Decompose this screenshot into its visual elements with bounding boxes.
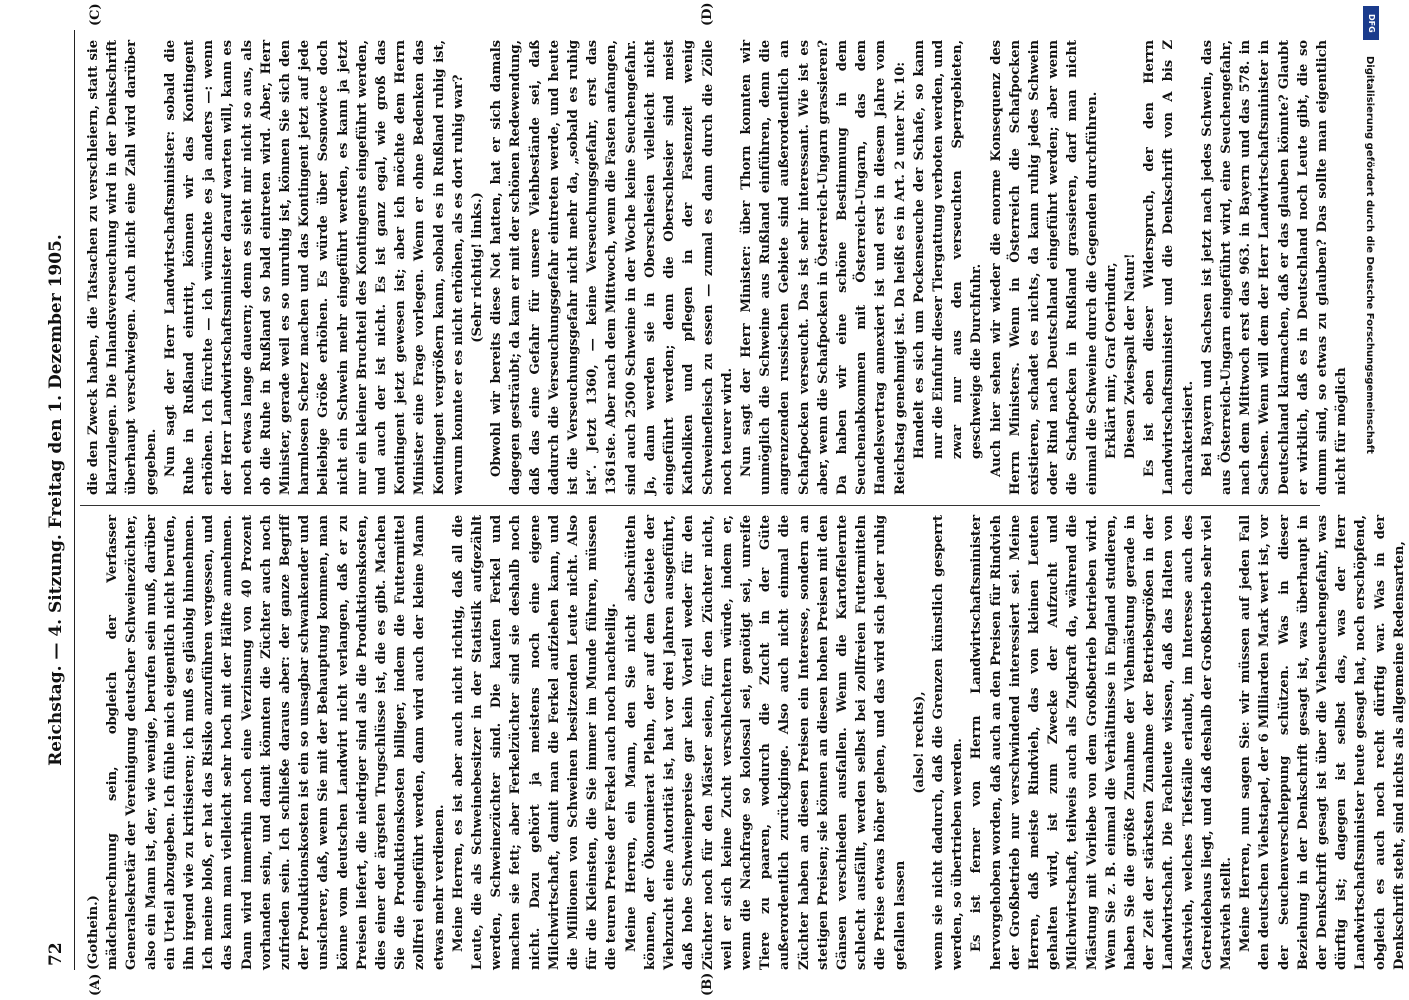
interjection: (Sehr richtig! links.) xyxy=(470,192,486,343)
right-paragraph: Auch hier sehen wir wieder die enorme Konsequenz des Herrn Ministers. Wenn in Österreich die Schafpocken existieren, schadet es nichts, da kann ruhig jedes Schwein oder Rind nach Deutschland eingeführt werden; aber wenn die Schafpocken in Rußland grassieren, darf man nicht einmal die Schweine durch die Gegenden durchführen. xyxy=(988,40,1100,495)
interjection: (also! rechts), xyxy=(911,691,927,794)
left-paragraph: mädchenrechnung sein, obgleich der Verfasser Generalsekretär der Vereinigung deutscher Schweinezüchter, also ein Mann ist, der, wie wenige, berufen sein muß, darüber ein Urteil abzugeben. Ich fühle mich eigentlich nicht berufen, ihn irgend wie zu kritisieren; ich muß es gläubig hinnehmen. Ich meine bloß, er hat das Risiko anzuführen vergessen, und das kann man vielleicht sehr hoch mit der Hälfte annehmen. Dann wird immerhin noch eine Verzinsung von 40 Prozent vorhanden sein, und damit könnten die Züchter auch noch zufrieden sein. Ich schließe daraus aber: der ganze Begriff der Produktionskosten ist ein so unsagbar schwankender und unsicherer, daß, wenn Sie mit der Behauptung kommen, man könne vom deutschen Landwirt nicht verlangen, daß er zu Preisen liefert, die niedriger sind als die Produktionskosten, dies einer der ärgsten Trugschlüsse ist, die es gibt. Machen Sie die Produktionskosten billiger, indem die Futtermittel zollfrei eingeführt werden, dann wird auch der kleine Mann etwas mehr verdienen. xyxy=(105,515,447,970)
quotation: Handelt es sich um Pockenseuche der Schafe, so kann nur die Einfuhr dieser Tiergattung verboten werden, und zwar nur aus den verseuchten Sperrgebieten, geschweige die Durchfuhr. xyxy=(911,40,985,459)
right-paragraph: Nun sagt der Herr Minister: über Thorn konnten wir unmöglich die Schweine aus Rußland einführen, denn die angrenzenden russischen Gebiete sind außerordentlich an Schafpocken verseucht. Das ist sehr interessant. Wie ist es aber, wenn die Schafpocken in Österreich-Ungarn grassieren? Da haben wir eine schöne Bestimmung in dem Seuchenabkommen mit Österreich-Ungarn, das dem Handelsvertrag annexiert ist und erst in diesem Jahre vom Reichstag genehmigt ist. Da heißt es in Art. 2 unter Nr. 10: xyxy=(738,40,908,495)
verse-line: Erklärt mir, Graf Oerindur, xyxy=(1103,262,1119,459)
verse-line: Diesen Zwiespalt der Natur! xyxy=(1122,253,1138,459)
margin-marker-a: (A) xyxy=(88,973,103,996)
column-divider xyxy=(80,505,1320,506)
left-paragraph: Meine Herren, nun sagen Sie: wir müssen auf jeden Fall den deutschen Viehstapel, der 6 Milliarden Mark wert ist, vor der Seuchenverschleppung schützen. Was in dieser Beziehung in der Denkschrift gesagt ist, was überhaupt in der Denkschrift gesagt ist über die Viehseuchengefahr, was dürftig ist; dagegen ist selbst das, was der Herr Landwirtschaftsminister heute gesagt hat, noch erschöpfend, obgleich es auch noch recht dürftig war. Was in der Denkschrift steht, sind nichts als allgemeine Redensarten, xyxy=(1238,515,1407,970)
margin-marker-b: (B) xyxy=(700,972,715,996)
page-title: Reichstag. — 4. Sitzung. Freitag den 1. Dezember 1905. xyxy=(46,234,66,766)
right-paragraph: Obwohl wir bereits diese Not hatten, hat er sich damals dagegen gesträubt; da kam er mit der schönen Redewendung, daß das eine Gefahr für unsere Viehbestände sei, daß dadurch die Verseuchungsgefahr eintreten werde, und heute ist die Verseuchungsgefahr nicht mehr da, „sobald es ruhig ist“. Jetzt 1360, — keine Verseuchungsgefahr, erst das 1361ste. Aber nach dem Mittwoch, wenn die Fasten anfangen, sind auch 2500 Schweine in der Woche keine Seuchengefahr. Ja, dann werden sie in Oberschlesien vielleicht nicht eingeführt werden; denn die Oberschlesier sind meist Katholiken und pflegen in der Fastenzeit wenig Schweinefleisch zu essen — zumal es dann durch die Zölle noch teurer wird. xyxy=(489,40,735,495)
right-paragraph: die den Zweck haben, die Tatsachen zu verschleiern, statt sie klarzulegen. Die Inlandsverseuchung wird in der Denkschrift überhaupt verschwiegen. Auch nicht eine Zahl wird darüber gegeben. xyxy=(86,40,159,495)
left-paragraph: wenn sie nicht dadurch, daß die Grenzen künstlich gesperrt werden, so übertrieben werden. xyxy=(930,515,966,970)
dfg-logo: DFG xyxy=(1363,6,1379,40)
digitization-credit-sidebar xyxy=(1359,8,1381,988)
right-column xyxy=(84,40,1350,495)
right-paragraph: Bei Bayern und Sachsen ist jetzt nach jedes Schwein, das aus Österreich-Ungarn eingeführt wird, eine Seuchengefahr, nach dem Mittwoch erst das 963. in Bayern und das 578. in Sachsen. Wenn will dem der Herr Landwirtschaftsminister in Deutschland klarmachen, daß er das glauben könnte? Glaubt er wirklich, daß es in Deutschland noch Leute gibt, die so dumm sind, so etwas zu glauben? Das sollte man eigentlich nicht für möglich xyxy=(1199,40,1350,495)
right-paragraph: Es ist eben dieser Widerspruch, der den Herrn Landwirtschaftsminister und die Denkschrift von A bis Z charakterisiert. xyxy=(1142,40,1196,495)
margin-marker-d: (D) xyxy=(700,2,715,26)
right-paragraph: Nun sagt der Herr Landwirtschaftsminister: sobald die Ruhe in Rußland eintritt, können wir das Kontingent erhöhen. Ich fürchte — ich wünschte es ja anders —: wenn der Herr Landwirtschaftsminister darauf warten will, kann es noch etwas lange dauern; denn es sieht mir nicht so aus, als ob die Ruhe in Rußland so bald eintreten wird. Aber, Herr Minister, gerade weil es so unruhig ist, können Sie sich den harmlosen Scherz machen und das Kontingent jetzt auf jede beliebige Größe erhöhen. Es würde über Sosnowice doch nicht ein Schwein mehr eingeführt werden, es kann ja jetzt nur ein kleiner Bruchteil des Kontingents eingeführt werden, und auch der ist nicht. Es ist ganz egal, wie groß das Kontingent jetzt gewesen ist; aber ich möchte dem Herrn Minister eine Frage vorlegen. Wenn er ohne Bedenken das Kontingent vergrößern kann, sobald es in Rußland ruhig ist, warum konnte er es nicht erhöhen, als es dort ruhig war? xyxy=(162,40,466,495)
page-header xyxy=(40,30,75,970)
left-paragraph: Meine Herren, ein Mann, den Sie nicht abschütteln können, der Ökonomierat Plehn, der auf dem Gebiete der Viehzucht eine Autorität ist, hat vor drei Jahren ausgeführt, daß hohe Schweinepreise gar kein Vorteil weder für den Züchter noch für den Mäster seien, für den Züchter nicht, weil er sich keine Zucht verschlechtern würde, indem er, wenn die Nachfrage so kolossal sei, genötigt sei, unreife Tiere zu paaren, wodurch die Zucht in der Güte außerordentlich zurückginge. Also auch nicht einmal die Züchter haben an diesen Preisen ein Interesse, sondern an stetigen Preisen; sie können an diesen hohen Preisen mit den Gänsen verschieden ausfallen. Wenn die Kartoffelernte schlecht ausfällt, werden selbst bei zollfreien Futtermitteln die Preise etwas höher gehen, und das wird sich jeder ruhig gefallen lassen xyxy=(623,515,908,970)
left-paragraph: Meine Herren, es ist aber auch nicht richtig, daß all die Leute, die als Schweinebesitzer in der Statistik aufgezählt werden, Schweinezüchter sind. Die kaufen Ferkel und machen sie fett; aber Ferkelzüchter sind sie deshalb noch nicht. Dazu gehört ja meistens noch eine eigene Milchwirtschaft, damit man die Ferkel aufziehen kann, und die Millionen von Schweinen besitzenden Leute nicht. Also für die Kleinsten, die Sie immer im Munde führen, müssen die teuren Preise der Ferkel auch noch nachteilig. xyxy=(450,515,620,970)
left-paragraph: Es ist ferner von Herrn Landwirtschaftsminister hervorgehoben worden, daß auch an den Preisen für Rindvieh der Großbetrieb nur verschwindend interessiert sei. Meine Herren, daß meiste Rindvieh, das von kleinen Leuten gehalten wird, ist zum Zwecke der Aufzucht und Milchwirtschaft, teilweis auch als Zugkraft da, während die Mästung mit Vorliebe von dem Großbetrieb betrieben wird. Wenn Sie z. B. einmal die Verhältnisse in England studieren, haben Sie die größte Zunahme der Viehmästung gerade in der Zeit der stärksten Zunahme der Betriebsgrößen in der Landwirtschaft. Die Fachleute wissen, daß das Halten von Mastvieh, welches Tiefställe erlaubt, im Interesse auch des Getreidebaus liegt, und daß deshalb der Großbetrieb sehr viel Mastvieh stellt. xyxy=(969,515,1234,970)
page-number: 72 xyxy=(46,942,66,966)
left-column xyxy=(84,515,1407,970)
speaker-tag: (Gothein.) xyxy=(86,895,101,970)
margin-marker-c: (C) xyxy=(88,3,103,26)
credit-text: Digitalisierung gefördert durch die Deutsche Forschungsgemeinschaft xyxy=(1364,56,1375,454)
